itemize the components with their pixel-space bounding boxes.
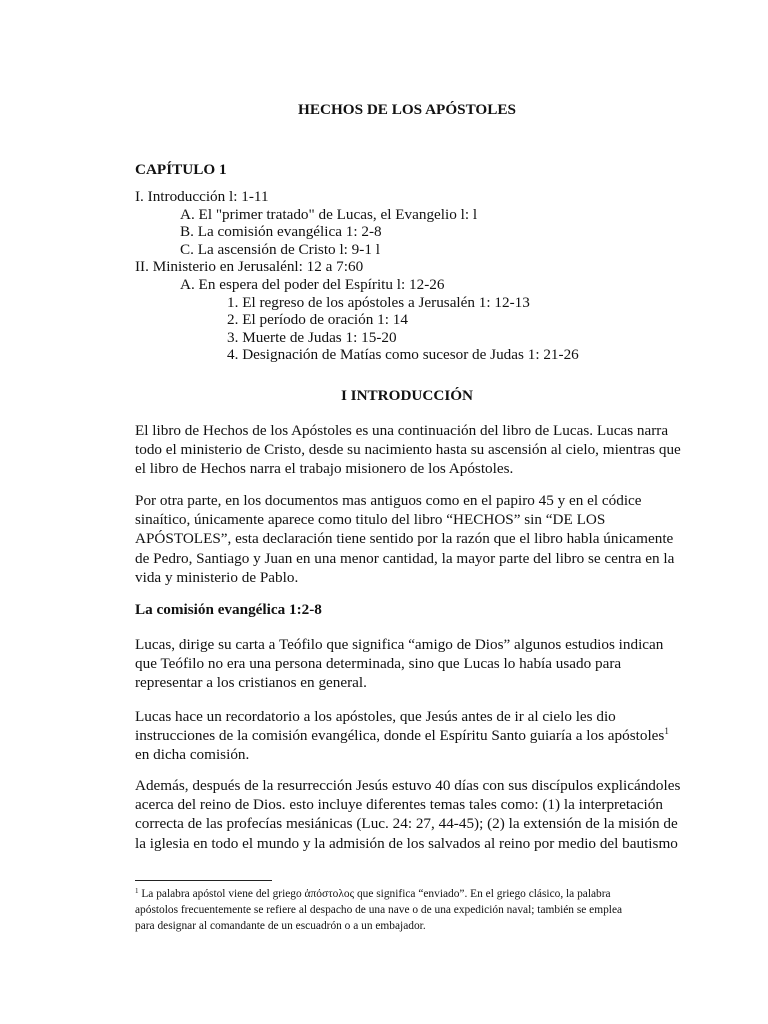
paragraph-line: sinaítico, únicamente aparece como titulo del libro “HECHOS” sin “DE LOS (135, 511, 606, 529)
paragraph-line: representar a los cristianos en general. (135, 674, 367, 692)
footnote (135, 886, 680, 934)
paragraph-resurrection (135, 776, 681, 853)
outline-item: A. El "primer tratado" de Lucas, el Evangelio l: l (180, 205, 478, 223)
outline-item: A. En espera del poder del Espíritu l: 12-26 (180, 275, 445, 293)
outline-item: 3. Muerte de Judas 1: 15-20 (227, 328, 397, 346)
paragraph-line (135, 726, 675, 745)
outline-item: 4. Designación de Matías como sucesor de Judas 1: 21-26 (227, 346, 579, 364)
paragraph-line: de Pedro, Santiago y Juan en una menor cantidad, la mayor parte del libro se centra en la (135, 549, 675, 567)
paragraph-line: Además, después de la resurrección Jesús estuvo 40 días con sus discípulos explicándoles (135, 777, 681, 794)
paragraph-line: acerca del reino de Dios. esto incluye diferentes temas tales como: (1) la interpretación (135, 796, 663, 814)
paragraph-line: APÓSTOLES”, esta declaración tiene sentido por la razón que el libro habla únicamente (135, 530, 674, 548)
outline-item: 2. El período de oración 1: 14 (227, 311, 408, 329)
paragraph-line: vida y ministerio de Pablo. (135, 568, 299, 586)
paragraph-line: Lucas hace un recordatorio a los apóstoles, que Jesús antes de ir al cielo les dio (135, 708, 616, 725)
paragraph-line: todo el ministerio de Cristo, desde su nacimiento hasta su ascensión al cielo, mientras que (135, 441, 681, 459)
outline-item: C. La ascensión de Cristo l: 9-1 l (180, 240, 380, 258)
paragraph-line: que Teófilo no era una persona determinada, sino que Lucas lo había usado para (135, 655, 622, 673)
outline-item: B. La comisión evangélica 1: 2-8 (180, 223, 382, 241)
paragraph-introduction (135, 421, 681, 479)
footnote-line-text: La palabra apóstol viene del griego ἀπόστολος que significa “enviado”. En el griego clásico, la palabra (138, 888, 611, 900)
sub-heading: La comisión evangélica 1:2-8 (135, 601, 322, 618)
chapter-heading: CAPÍTULO 1 (135, 161, 227, 178)
paragraph-line: Lucas, dirige su carta a Teófilo que significa “amigo de Dios” algunos estudios indican (135, 636, 664, 653)
paragraph-manuscripts (135, 491, 675, 587)
footnote-line: apóstolos frecuentemente se refiere al despacho de una nave o de una expedición naval; también se emplea (135, 904, 623, 916)
paragraph-line: el libro de Hechos narra el trabajo misionero de los Apóstoles. (135, 460, 514, 478)
outline-item: II. Ministerio en Jerusalénl: 12 a 7:60 (135, 258, 364, 276)
paragraph-line: en dicha comisión. (135, 746, 250, 764)
paragraph-line-text: instrucciones de la comisión evangélica, donde el Espíritu Santo guiaría a los apóstoles (135, 727, 665, 745)
document-title: HECHOS DE LOS APÓSTOLES (298, 101, 516, 118)
paragraph-teofilo (135, 635, 675, 693)
section-heading: I INTRODUCCIÓN (340, 387, 474, 404)
footnote-line (135, 886, 680, 902)
chapter-outline (135, 188, 579, 364)
paragraph-line: correcta de las profecías mesiánicas (Luc. 24: 27, 44-45); (2) la extensión de la misión de (135, 815, 678, 833)
paragraph-line: la iglesia en todo el mundo y la admisión de los salvados al reino por medio del bautismo (135, 834, 678, 852)
footnote-marker: 1 (135, 887, 139, 895)
outline-item: 1. El regreso de los apóstoles a Jerusalén 1: 12-13 (227, 293, 530, 311)
footnote-reference[interactable]: 1 (664, 726, 669, 737)
outline-item: I. Introducción l: 1-11 (135, 188, 269, 205)
footnote-divider (135, 880, 272, 881)
paragraph-line: Por otra parte, en los documentos mas antiguos como en el papiro 45 y en el códice (135, 492, 642, 509)
paragraph-commission (135, 707, 675, 765)
footnote-line: para designar al comandante de un escuadrón o a un embajador. (135, 920, 426, 932)
paragraph-line: El libro de Hechos de los Apóstoles es una continuación del libro de Lucas. Lucas narra (135, 422, 669, 439)
